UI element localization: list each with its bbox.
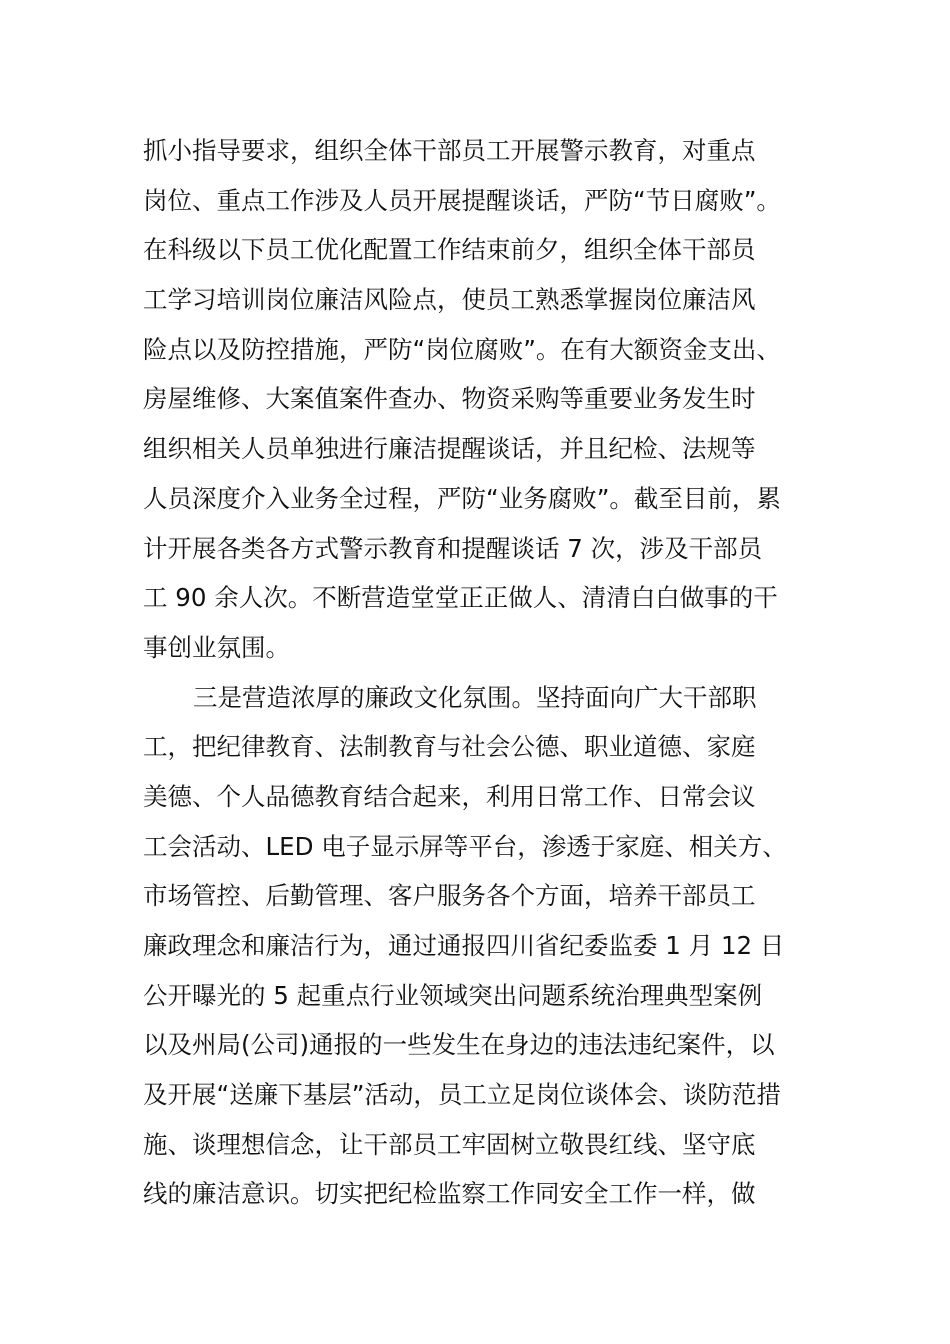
body-text-line: 廉政理念和廉洁行为，通过通报四川省纪委监委 1 月 12 日 [143,931,785,960]
body-text-line: 工学习培训岗位廉洁风险点，使员工熟悉掌握岗位廉洁风 [143,285,756,314]
body-text-line: 人员深度介入业务全过程，严防“业务腐败”。截至目前，累 [143,484,781,513]
body-text-line: 及开展“送廉下基层”活动，员工立足岗位谈体会、谈防范措 [143,1080,781,1109]
body-text-line: 美德、个人品德教育结合起来，利用日常工作、日常会议 [143,782,756,811]
body-text-line: 在科级以下员工优化配置工作结束前夕，组织全体干部员 [143,235,756,264]
body-text-line: 公开曝光的 5 起重点行业领域突出问题系统治理典型案例 [143,981,763,1010]
body-text-line: 工，把纪律教育、法制教育与社会公德、职业道德、家庭 [143,732,756,761]
body-text-line: 抓小指导要求，组织全体干部员工开展警示教育，对重点 [143,136,756,165]
body-text-line: 计开展各类各方式警示教育和提醒谈话 7 次，涉及干部员 [143,534,763,563]
body-text-line: 工 90 余人次。不断营造堂堂正正做人、清清白白做事的干 [143,583,778,612]
body-text-line: 线的廉洁意识。切实把纪检监察工作同安全工作一样，做 [143,1179,756,1208]
body-text-line: 事创业氛围。 [143,633,290,662]
paragraph-first-line: 三是营造浓厚的廉政文化氛围。坚持面向广大干部职 [193,683,757,712]
body-text-line: 房屋维修、大案值案件查办、物资采购等重要业务发生时 [143,384,756,413]
body-text-line: 以及州局(公司)通报的一些发生在身边的违法违纪案件，以 [143,1030,775,1059]
body-text-line: 市场管控、后勤管理、客户服务各个方面，培养干部员工 [143,881,756,910]
body-text-line: 工会活动、LED 电子显示屏等平台，渗透于家庭、相关方、 [143,832,787,861]
body-text-line: 组织相关人员单独进行廉洁提醒谈话，并且纪检、法规等 [143,434,756,463]
body-text-line: 施、谈理想信念，让干部员工牢固树立敬畏红线、坚守底 [143,1130,756,1159]
body-text-line: 险点以及防控措施，严防“岗位腐败”。在有大额资金支出、 [143,335,781,364]
body-text-line: 岗位、重点工作涉及人员开展提醒谈话，严防“节日腐败”。 [143,186,781,215]
